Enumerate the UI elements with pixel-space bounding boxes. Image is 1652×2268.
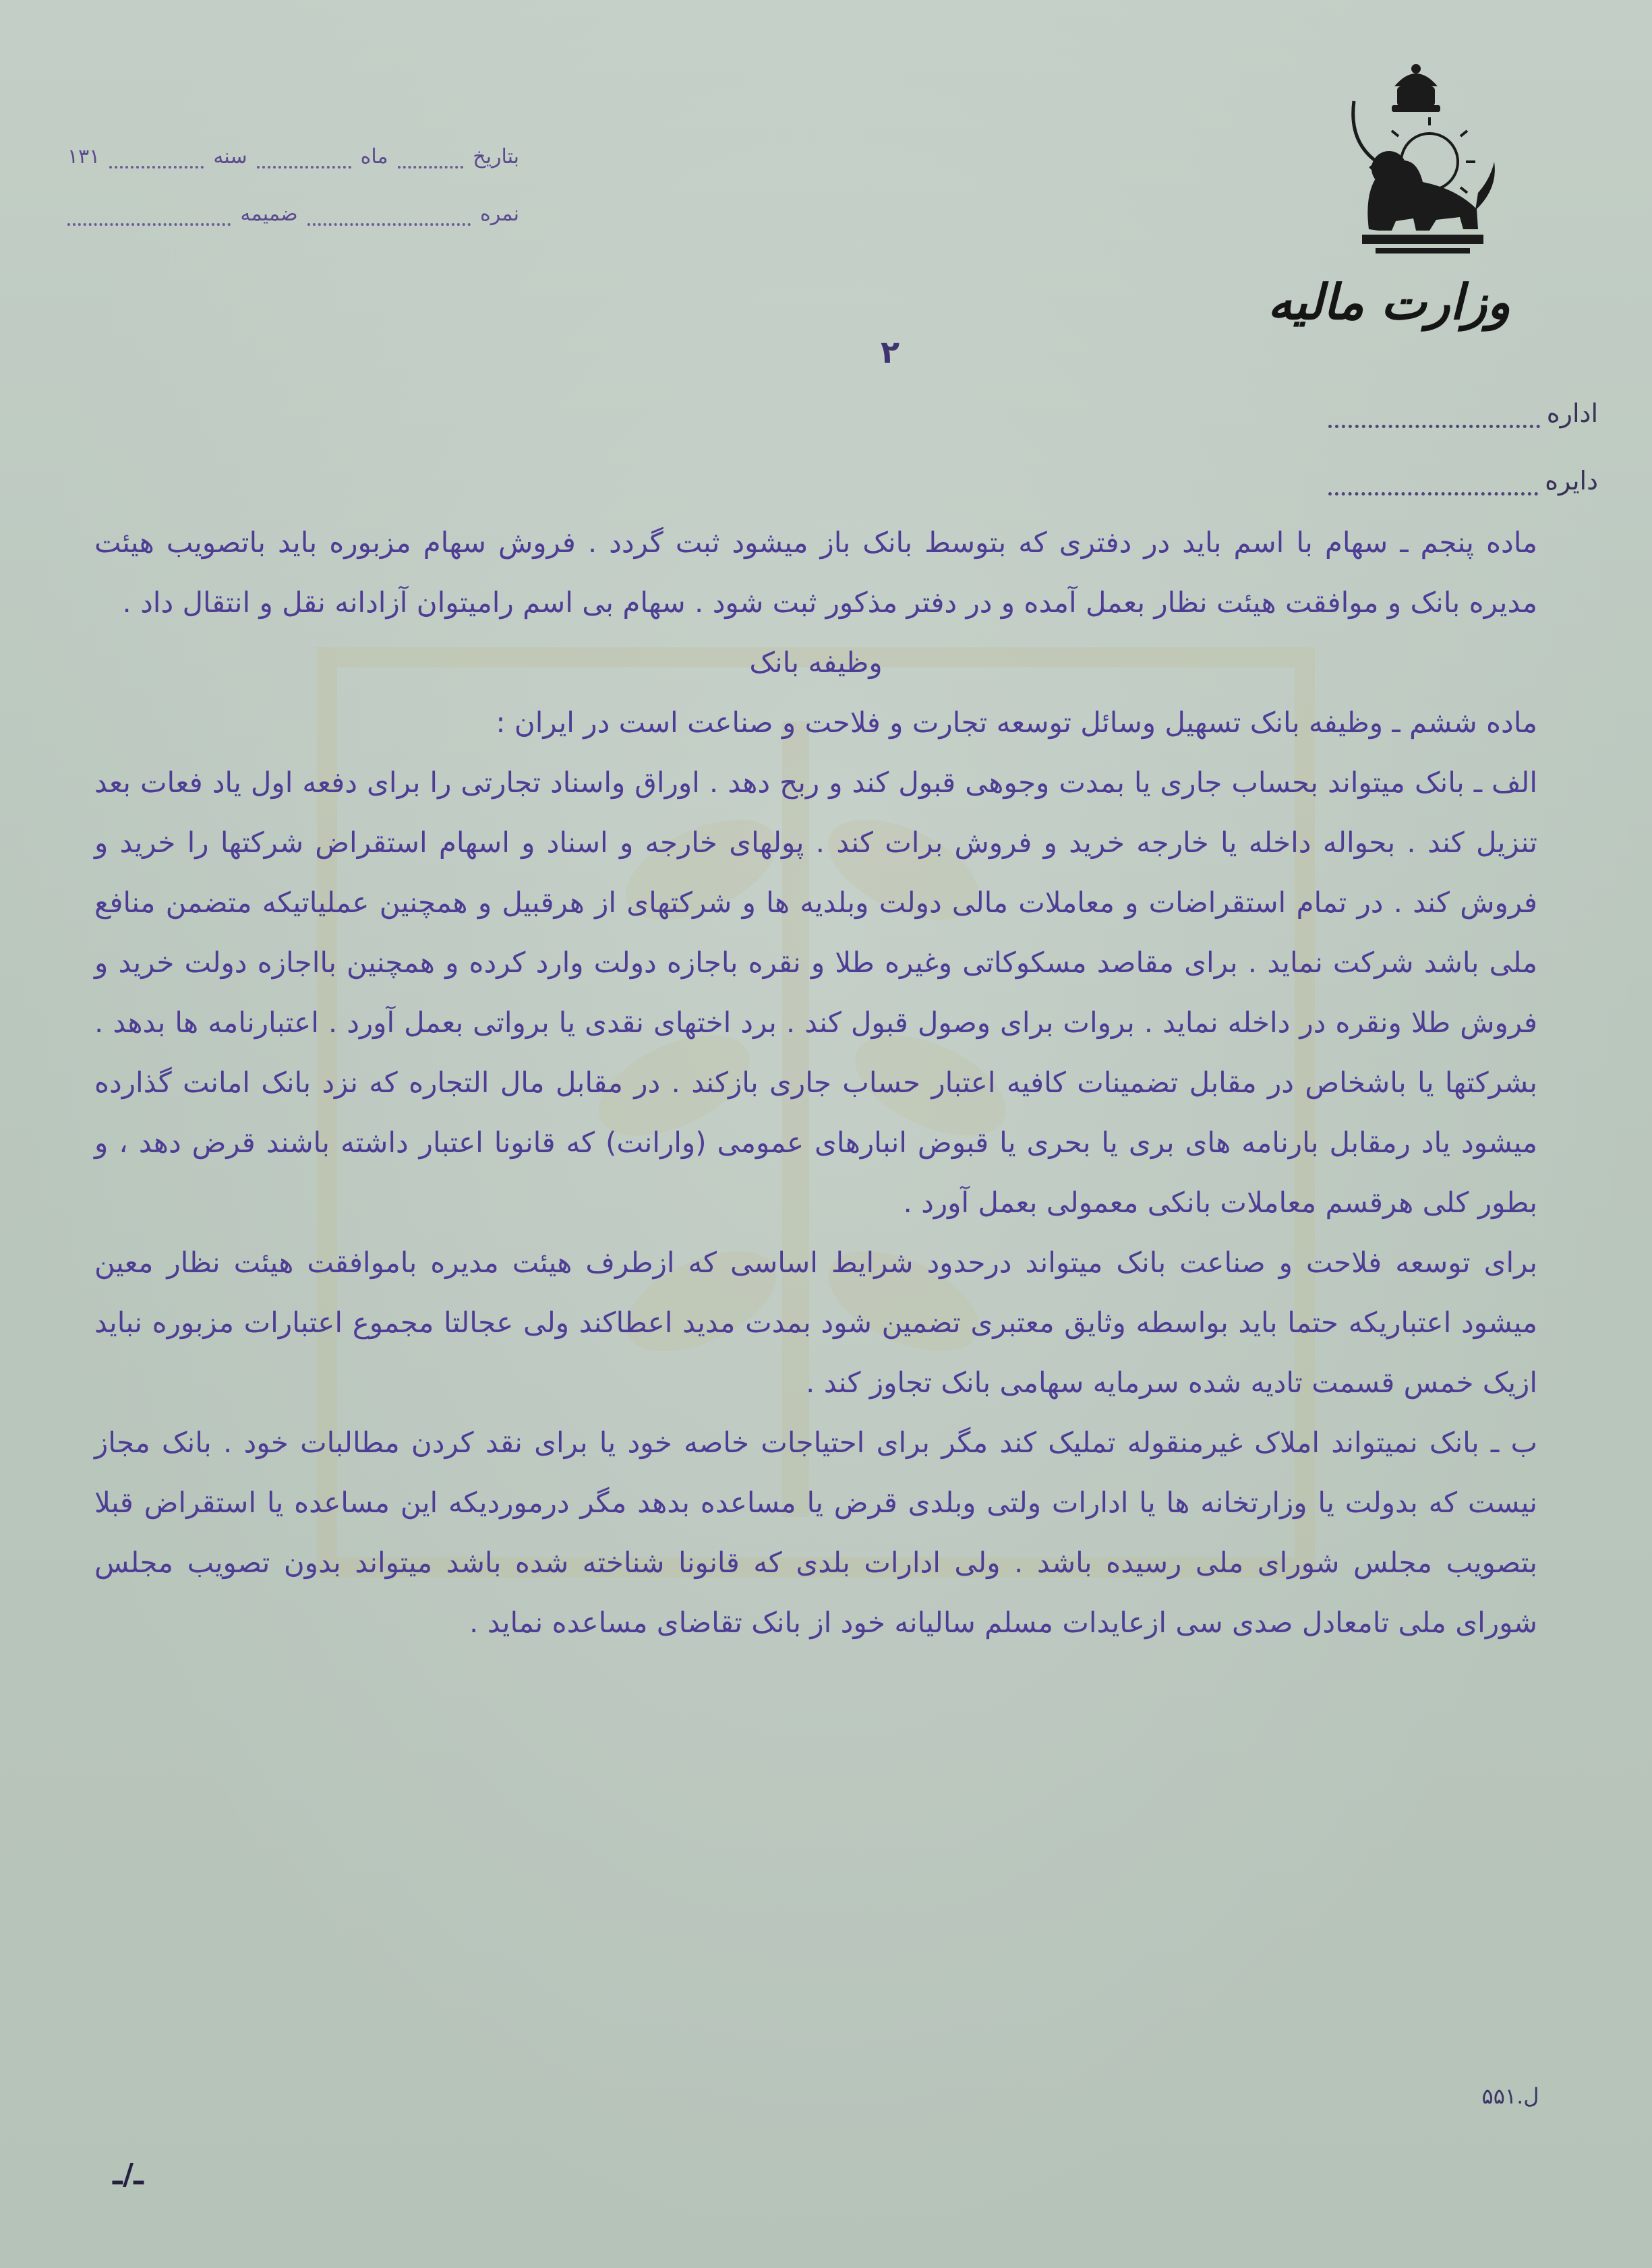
year-value: ۱۳۱	[67, 145, 100, 169]
clause-alef: الف ـ بانک میتواند بحساب جاری یا بمدت وجوهی قبول کند و ربح دهد . اوراق واسناد تجارتی را برای دفعه اول یاد فعات بعد تنزیل کند . بحواله داخله یا خارجه خرید و فروش برات کند . پولهای خارجه و اسناد و اسهام استقراض شرکتها را خرید و فروش کند . در تمام استقراضات و معاملات مالی دولت وبلدیه ها و شرکتهای از هرقبیل و همچنین عملیاتیکه متضمن منافع ملی باشد شرکت نماید . برای مقاصد مسکوکاتی وغیره طلا و نقره باجازه دولت وارد کرده و همچنین بااجازه دولت خرید و فروش طلا ونقره در داخله نماید . بروات برای وصول قبول کند . برد اختهای نقدی یا برواتی بعمل آورد . اعتبارنامه ها بدهد . بشرکتها یا باشخاص در مقابل تضمینات کافیه اعتبار حساب جاری بازکند . در مقابل مال التجاره که نزد بانک امانت گذارده میشود یاد رمقابل بارنامه های بری یا بحری یا قبوض انبارهای عمومی (وارانت) که قانونا اعتبار داشته باشند قرض دهد ، و بطور کلی هرقسم معاملات بانکی معمولی بعمل آورد .	[94, 766, 1537, 1219]
clause-be: ب ـ بانک نمیتواند املاک غیرمنقوله تملیک کند مگر برای احتیاجات خاصه خود یا برای نقد کردن مطالبات خود . بانک مجاز نیست که بدولت یا وزارتخانه ها یا ادارات ولتی وبلدی قرض یا مساعده بدهد مگر درموردیکه این مساعده یا استقراض قبلا بتصویب مجلس شورای ملی رسیده باشد . ولی ادارات بلدی که قانونا شناخته شده باشد میتواند بدون تصویب مجلس شورای ملی تامعادل صدی سی ازعایدات مسلم سالیانه خود از بانک تقاضای مساعده نماید .	[94, 1426, 1537, 1639]
number-label: نمره	[480, 202, 519, 226]
office-label: اداره	[1546, 398, 1598, 428]
section-heading: وظیفه بانک	[749, 646, 883, 679]
ministry-name: وزارت مالیه	[1268, 273, 1510, 330]
development-paragraph: برای توسعه فلاحت و صناعت بانک میتواند درحدود شرایط اساسی که ازطرف هیئت مدیره باموافقت هیئت نظار معین میشود اعتباریکه حتما باید بواسطه وثایق معتبری تضمین شود بمدت مدید اعطاکند ولی عجالتا مجموع اعتبارات مزبوره نباید ازیک خمس قسمت تادیه شده سرمایه سهامی بانک تجاوز کند .	[94, 1246, 1537, 1399]
article-six: ماده ششم ـ وظیفه بانک تسهیل وسائل توسعه تجارت و فلاحت و صناعت است در ایران :	[496, 706, 1537, 739]
enclosure-label: ضمیمه	[240, 202, 298, 226]
document-body	[94, 512, 1537, 1652]
page-number: ۲	[880, 334, 900, 370]
month-label: ماه	[360, 145, 388, 169]
office-line	[1328, 388, 1598, 428]
number-line	[67, 179, 519, 226]
department-line	[1328, 455, 1598, 496]
document-code: ل.۵۵۱	[1481, 2083, 1539, 2109]
year-label: سنه	[213, 145, 247, 169]
lion-and-sun-emblem	[1322, 61, 1510, 283]
department-label: دایره	[1545, 466, 1598, 496]
date-line	[67, 121, 519, 169]
article-five: ماده پنجم ـ سهام با اسم باید در دفتری که بتوسط بانک باز میشود ثبت گردد . فروش سهام مزبوره باید باتصویب هیئت مدیره بانک و موافقت هیئت نظار بعمل آمده و در دفتر مذکور ثبت شود . سهام بی اسم رامیتوان آزادانه نقل و انتقال داد .	[94, 526, 1537, 619]
continuation-mark: ـ/ـ	[112, 2157, 144, 2192]
date-label: بتاریخ	[473, 145, 519, 169]
